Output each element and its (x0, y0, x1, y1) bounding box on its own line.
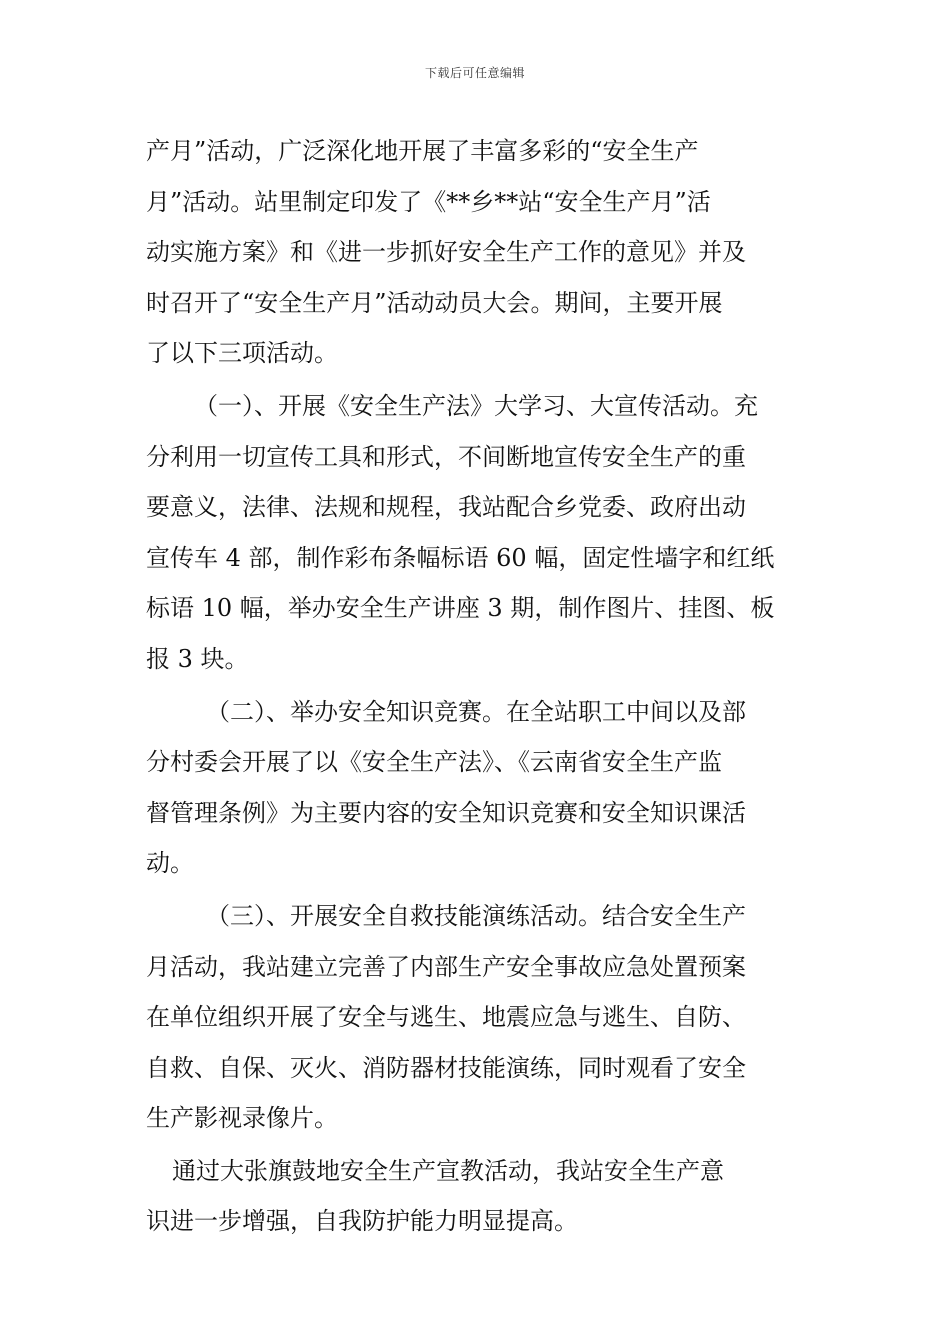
text-line: 月”活动。站里制定印发了《**乡**站“安全生产月”活 (146, 187, 711, 216)
text-line: 月活动，我站建立完善了内部生产安全事故应急处置预案 (146, 952, 746, 981)
text-line: 分利用一切宣传工具和形式，不间断地宣传安全生产的重 (146, 442, 746, 471)
text-line: 产月”活动，广泛深化地开展了丰富多彩的“安全生产 (146, 137, 699, 165)
header-note: 下载后可任意编辑 (424, 66, 525, 80)
paragraph-conclusion (146, 1146, 806, 1247)
text-line: 在单位组织开展了安全与逃生、地震应急与逃生、自防、 (146, 1003, 746, 1032)
text-line: 自救、自保、灭火、消防器材技能演练，同时观看了安全 (146, 1053, 746, 1082)
text-line: 要意义，法律、法规和规程，我站配合乡党委、政府出动 (146, 493, 746, 522)
text-line: 了以下三项活动。 (146, 339, 338, 368)
text-line: 督管理条例》为主要内容的安全知识竞赛和安全知识课活 (146, 798, 746, 827)
text-line: （二）、举办安全知识竞赛。在全站职工中间以及部 (206, 697, 746, 726)
paragraph-item-3 (146, 891, 806, 1144)
text-line: （三）、开展安全自救技能演练活动。结合安全生产 (206, 901, 746, 930)
text-line: 宣传车 4 部，制作彩布条幅标语 60 幅，固定性墙字和红纸 (146, 543, 775, 572)
text-line: 通过大张旗鼓地安全生产宣教活动，我站安全生产意 (172, 1156, 724, 1185)
text-line: 识进一步增强，自我防护能力明显提高。 (146, 1207, 578, 1236)
paragraph-item-1 (146, 381, 806, 685)
text-line: 分村委会开展了以《安全生产法》、《云南省安全生产监 (146, 748, 722, 777)
paragraph-item-2 (146, 687, 806, 889)
text-line: 动。 (146, 849, 194, 878)
text-line: 时召开了“安全生产月”活动动员大会。期间，主要开展 (146, 288, 723, 317)
text-line: 动实施方案》和《进一步抓好安全生产工作的意见》并及 (146, 238, 746, 267)
text-line: 生产影视录像片。 (146, 1104, 338, 1133)
document-body (146, 126, 806, 1247)
text-line: 报 3 块。 (146, 644, 249, 673)
text-line: 标语 10 幅，举办安全生产讲座 3 期，制作图片、挂图、板 (146, 594, 775, 623)
paragraph-intro (146, 126, 806, 379)
text-line: （一）、开展《安全生产法》大学习、大宣传活动。充 (194, 391, 758, 420)
